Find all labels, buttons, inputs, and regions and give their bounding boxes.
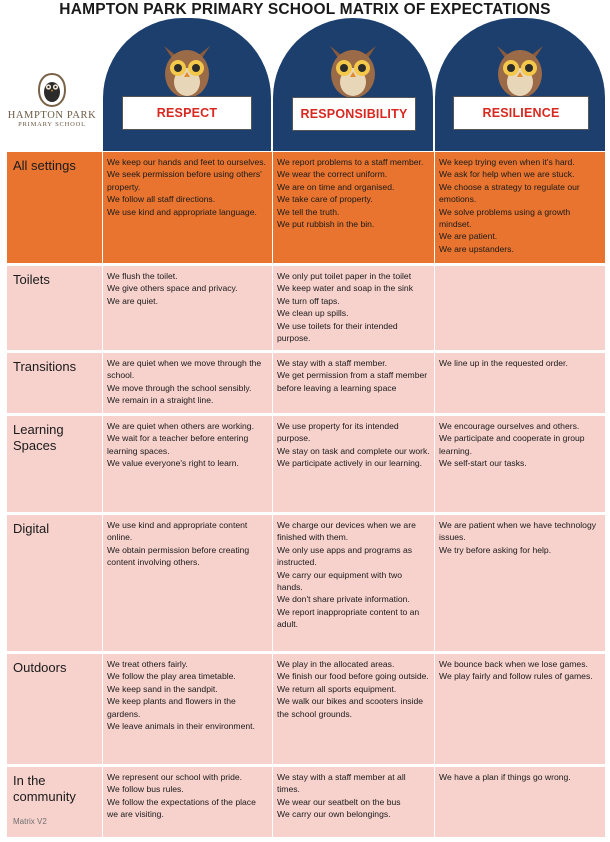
owl-mascot-icon [322,40,384,98]
responsibility-cell: We only put toilet paper in the toilet We keep water and soap in the sink We turn off taps. We clean up spills. We use toilets for their intended purpose. [273,266,434,350]
resilience-cell: We keep trying even when it's hard. We ask for help when we are stuck. We choose a strategy to regulate our emotions. We solve problems using a growth mindset. We are patient. We are upstanders. [435,152,605,263]
responsibility-cell: We stay with a staff member at all times. We wear our seatbelt on the bus We carry our own belongings. [273,767,434,837]
matrix-row-all-settings [7,152,605,263]
respect-cell: We keep our hands and feet to ourselves. We seek permission before using others' property. We follow all staff directions. We use kind and appropriate language. [103,152,272,263]
resilience-cell: We have a plan if things go wrong. [435,767,605,837]
responsibility-label: RESPONSIBILITY [292,97,416,131]
respect-cell: We treat others fairly. We follow the play area timetable. We keep sand in the sandpit. We keep plants and flowers in the gardens. We leave animals in their environment. [103,654,272,764]
resilience-cell: We encourage ourselves and others. We participate and cooperate in group learning. We self-start our tasks. [435,416,605,512]
responsibility-cell: We play in the allocated areas. We finish our food before going outside. We return all sports equipment. We walk our bikes and scooters inside the school grounds. [273,654,434,764]
responsibility-arch [273,18,433,151]
respect-cell: We are quiet when others are working. We wait for a teacher before entering learning spaces. We value everyone's right to learn. [103,416,272,512]
owl-mascot-icon [156,40,218,98]
respect-cell: We flush the toilet. We give others space and privacy. We are quiet. [103,266,272,350]
respect-cell: We are quiet when we move through the school. We move through the school sensibly. We remain in a straight line. [103,353,272,413]
setting-label: Learning Spaces [7,416,102,512]
matrix-row-transitions [7,353,605,413]
setting-label: All settings [7,152,102,263]
owl-logo-icon [35,72,69,108]
resilience-cell: We are patient when we have technology issues. We try before asking for help. [435,515,605,651]
respect-cell: We use kind and appropriate content online. We obtain permission before creating content involving others. [103,515,272,651]
school-logo [6,72,98,142]
matrix-row-digital [7,515,605,651]
matrix-version: Matrix V2 [13,817,47,826]
responsibility-cell: We charge our devices when we are finished with them. We only use apps and programs as instructed. We carry our equipment with two hands. We don't share private information. We report inappropriate content to an adult. [273,515,434,651]
respect-label: RESPECT [122,96,252,130]
matrix-row-learning-spaces [7,416,605,512]
setting-label: In the community [7,767,102,837]
resilience-cell: We bounce back when we lose games. We play fairly and follow rules of games. [435,654,605,764]
setting-label: Toilets [7,266,102,350]
resilience-label: RESILIENCE [453,96,589,130]
owl-mascot-icon [489,40,551,98]
logo-name: HAMPTON PARK [7,110,97,121]
page-title: HAMPTON PARK PRIMARY SCHOOL MATRIX OF EXPECTATIONS [59,1,551,18]
logo-subtitle: PRIMARY SCHOOL [18,121,86,128]
respect-arch [103,18,271,151]
setting-label: Transitions [7,353,102,413]
responsibility-cell: We stay with a staff member. We get permission from a staff member before leaving a learning space [273,353,434,413]
responsibility-cell: We report problems to a staff member. We wear the correct uniform. We are on time and organised. We take care of property. We tell the truth. We put rubbish in the bin. [273,152,434,263]
resilience-cell: We line up in the requested order. [435,353,605,413]
setting-label: Outdoors [7,654,102,764]
matrix-row-toilets [7,266,605,350]
respect-cell: We represent our school with pride. We follow bus rules. We follow the expectations of the place we are visiting. [103,767,272,837]
responsibility-cell: We use property for its intended purpose. We stay on task and complete our work. We participate actively in our learning. [273,416,434,512]
matrix-row-outdoors [7,654,605,764]
resilience-cell [435,266,605,350]
setting-label: Digital [7,515,102,651]
resilience-arch [435,18,605,151]
matrix-row-in-the-community [7,767,605,837]
